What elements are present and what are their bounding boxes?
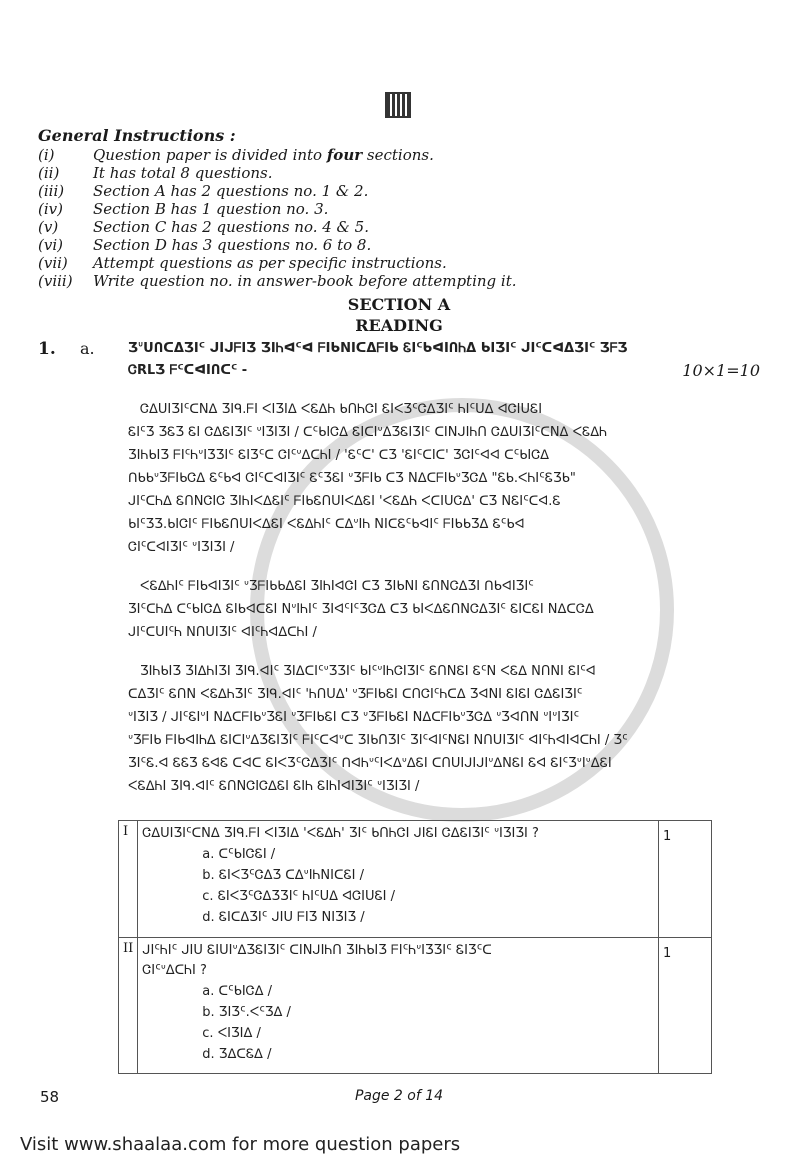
paper-code: 58 bbox=[40, 1088, 60, 1106]
sub-question-marks: 1 bbox=[659, 938, 712, 1074]
reading-paragraph bbox=[128, 660, 708, 798]
paragraph-line: ᏣᐃUIƷIᑦᑕNᐃ ƷIᑫ.ᖴI ᐸIƷIᐃ ᐸᏋᐃᏂ ᑲՈᏂᏣI ᏋIᐸƷᑦᏣᐃƷIᑦ ᏂIᑦUᐃ ᐊᏣIUᏋI bbox=[140, 402, 543, 417]
table-row bbox=[119, 821, 712, 938]
answer-option[interactable]: d. ƷᐃᑕᏋᐃ / bbox=[202, 1047, 272, 1062]
instruction-text: Section D has 3 questions no. 6 to 8. bbox=[93, 236, 372, 254]
instruction-text: Section B has 1 question no. 3. bbox=[93, 200, 329, 218]
instruction-text: It has total 8 questions. bbox=[93, 164, 273, 182]
question-marks: 10×1=10 bbox=[682, 361, 760, 380]
answer-option[interactable]: b. ƷIƷᑦ.ᐸᑦƷᐃ / bbox=[202, 1005, 291, 1020]
sub-question-marks: 1 bbox=[659, 821, 712, 938]
instruction-item bbox=[38, 272, 760, 290]
instruction-item bbox=[38, 182, 760, 200]
reading-passage bbox=[38, 398, 760, 798]
answer-option[interactable]: c. ᐸIƷIᐃ / bbox=[202, 1026, 261, 1041]
sub-question-number: II bbox=[119, 938, 138, 1074]
instruction-item bbox=[38, 146, 760, 164]
paragraph-line: ᐸᏋᐃᏂI ƷIᑫ.ᐊIᑦ ᏋՈNᏣIᏣᐃᏋI ᏋIᏂ ᏋIᏂIᐊIƷIᑦ ᐡIƷIƷI / bbox=[128, 779, 420, 794]
question-part: a. bbox=[80, 339, 95, 358]
answer-option[interactable]: d. ᏋIᑕᐃƷIᑦ ᒍIU ᖴIƷ NIƷIƷ / bbox=[202, 910, 365, 925]
section-title: SECTION A bbox=[347, 295, 451, 314]
reading-paragraph bbox=[128, 575, 708, 644]
instruction-text: Section C has 2 questions no. 4 & 5. bbox=[93, 218, 369, 236]
question-header bbox=[38, 338, 760, 360]
instruction-item bbox=[38, 200, 760, 218]
answer-option[interactable]: a. ᑕᑦᑲIᏣᏋI / bbox=[202, 847, 276, 862]
instruction-item bbox=[38, 236, 760, 254]
instruction-num: (viii) bbox=[38, 272, 73, 290]
paragraph-line: ᑲIᑦƷƷ.ᑲIᏣIᑦ ᖴIᑲᏋՈUIᐸᐃᏋI ᐸᏋᐃᏂIᑦ ᑕᐃᐡIᏂ NIᑕᏋᑦᑲᐊIᑦ ᖴIᑲᑲƷᐃ Ꮛᑦᑲᐊ bbox=[128, 517, 525, 532]
answer-option[interactable]: b. ᏋIᐸƷᑦᏣᐃƷ ᑕᐃᐡIᏂNIᑕᏋI / bbox=[202, 868, 365, 883]
instruction-item bbox=[38, 218, 760, 236]
sub-question-text: ᒍIᑦᏂIᑦ ᒍIU ᏋIUIᐡᐃƷᏋIƷIᑦ ᑕINᒍIᏂՈ ƷIᏂᑲIƷ ᖴIᑦᏂᐡIƷƷIᑦ ᏋIƷᑦᑕ bbox=[142, 943, 492, 958]
instruction-num: (ii) bbox=[38, 164, 60, 182]
paragraph-line: ᐡIƷIƷ / ᒍIᑦᏋIᐡI NᐃᑕᖴIᑲᐡƷᏋI ᐡƷᖴIᑲᏋI ᑕƷ ᐡƷᖴIᑲᏋI NᐃᑕᖴIᑲᐡƷᏣᐃ ᐡƷᐊՈN ᐡIᐡIƷIᑦ bbox=[128, 710, 580, 725]
instruction-text: Attempt questions as per specific instructions. bbox=[93, 254, 447, 272]
page-number: Page 2 of 14 bbox=[354, 1088, 444, 1104]
instructions-list bbox=[38, 146, 760, 290]
page-footer bbox=[38, 1088, 760, 1110]
question-prompt: ƷᐡUՈᑕᐃƷIᑦ ᒍIᒍᖴIƷ ƷIᏂᐊᑦᐊ ᖴIᑲNIᑕᐃᖴIᑲ ᏋIᑦᑲᐊIՈᏂᐃ ᑲIƷIᑦ ᒍIᑦᑕᐊᐃƷIᑦ ƷᖴƷ bbox=[128, 341, 628, 356]
answer-option[interactable]: a. ᑕᑦᑲIᏣᐃ / bbox=[202, 984, 273, 999]
instruction-item bbox=[38, 254, 760, 272]
paragraph-line: ƷIᏂᑲIƷ ƷIᐃᏂIƷI ƷIᑫ.ᐊIᑦ ƷIᐃᑕIᑦᐡƷƷIᑦ ᑲIᑦᐡIᏂᏣIƷIᑦ ᏋՈNᏋI ᏋᑦN ᐸᏋᐃ NՈNI ᏋIᑦᐊ bbox=[140, 664, 596, 679]
instruction-text: Section A has 2 questions no. 1 & 2. bbox=[93, 182, 369, 200]
instruction-text: Write question no. in answer-book before attempting it. bbox=[93, 272, 517, 290]
visit-link[interactable]: Visit www.shaalaa.com for more question papers bbox=[20, 1134, 461, 1155]
paragraph-line: ƷIᏂᑲIƷ ᖴIᑦᏂᐡIƷƷIᑦ ᏋIƷᑦᑕ ᏣIᑦᐡᐃᑕᏂI / 'Ꮛᑦᑕ' ᑕƷ 'ᏋIᑦᑕIᑕ' ƷᏣIᑦᐊᐊ ᑕᑦᑲIᏣᐃ bbox=[128, 448, 550, 463]
sub-question-number: I bbox=[119, 821, 138, 938]
question-prompt-cont: ᏣRᒪƷ ᖴᑦᑕᐊIՈᑕᑦ - bbox=[128, 363, 248, 378]
question-number: 1. bbox=[38, 339, 56, 359]
reading-paragraph bbox=[128, 398, 708, 559]
instruction-num: (vi) bbox=[38, 236, 63, 254]
table-row bbox=[119, 938, 712, 1074]
paragraph-line: ᏋIᑦƷ ƷᏋƷ ᏋI ᏣᐃᏋIƷIᑦ ᐡIƷIƷI / ᑕᑦᑲIᏣᐃ ᏋIᑕIᐡᐃƷᏋIƷIᑦ ᑕINᒍIᏂՈ ᏣᐃUIƷIᑦᑕNᐃ ᐸᏋᐃᏂ bbox=[128, 425, 608, 440]
paragraph-line: ƷIᑦᑕᏂᐃ ᑕᑦᑲIᏣᐃ ᏋIᑲᐊᑕᏋI NᐡIᏂIᑦ ƷIᐊᑦIᑦƷᏣᐃ ᑕƷ ᑲIᐸᐃᏋՈNᏣᐃƷIᑦ ᏋIᑕᏋI NᐃᑕᏣᐃ bbox=[128, 602, 594, 617]
instruction-num: (i) bbox=[38, 146, 55, 164]
paragraph-line: ᑎᑲᑲᐡƷᖴIᑲᏣᐃ Ꮛᑦᑲᐊ ᏣIᑦᑕᐊIƷIᑦ ᏋᑦƷᏋI ᐡƷᖴIᑲ ᑕƷ NᐃᑕᖴIᑲᐡƷᏣᐃ "Ꮛᑲ.ᐸᏂIᑦᏋƷᑲ" bbox=[128, 471, 576, 486]
section-subtitle: READING bbox=[355, 316, 443, 335]
paragraph-line: ᏣIᑦᑕᐊIƷIᑦ ᐡIƷIƷI / bbox=[128, 540, 235, 555]
qr-code bbox=[385, 92, 411, 118]
paragraph-line: ᐡƷᖴIᑲ ᖴIᑲᐊIᏂᐃ ᏋIᑕIᐡᐃƷᏋIƷIᑦ ᖴIᑦᑕᐊᐡᑕ ƷIᑲՈƷIᑦ ƷIᑦᐊIᑦNᏋI NՈUIƷIᑦ ᐊIᑦᏂᐊIᐊᑕᏂI / Ʒᑦ bbox=[128, 733, 628, 748]
questions-table bbox=[118, 820, 712, 1074]
paragraph-line: ᒍIᑦᑕUIᑦᏂ NՈUIƷIᑦ ᐊIᑦᏂᐊᐃᑕᏂI / bbox=[128, 625, 317, 640]
instruction-num: (vii) bbox=[38, 254, 68, 272]
sub-question-text: ᏣᐃUIƷIᑦᑕNᐃ ƷIᑫ.ᖴI ᐸIƷIᐃ 'ᐸᏋᐃᏂ' ƷIᑦ ᑲՈᏂᏣI ᒍIᏋI ᏣᐃᏋIƷIᑦ ᐡIƷIƷI ? bbox=[142, 826, 539, 841]
paragraph-line: ƷIᑦᏋ.ᐊ ᏋᏋƷ ᏋᐊᏋ ᑕᐊᑕ ᏋIᐸƷᑦᏣᐃƷIᑦ ᑎᐊᏂᐡᑦIᐸᐃᐡᐃᏋI ᑕՈUIᒍIᒍIᐡᐃNᏋI Ꮛᐊ ᏋIᑦƷᐡIᐡᐃᏋI bbox=[128, 756, 612, 771]
sub-question-text-cont: ᏣIᑦᐡᐃᑕᏂI ? bbox=[142, 963, 207, 978]
answer-option[interactable]: c. ᏋIᐸƷᑦᏣᐃƷƷIᑦ ᏂIᑦUᐃ ᐊᏣIUᏋI / bbox=[202, 889, 396, 904]
instruction-item bbox=[38, 164, 760, 182]
paragraph-line: ᐸᏋᐃᏂIᑦ ᖴIᑲᐊIƷIᑦ ᐡƷᖴIᑲᑲᐃᏋI ƷIᏂIᐊᏣI ᑕƷ ƷIᑲNI ᏋՈNᏣᐃƷI ᑎᑲᐊIƷIᑦ bbox=[140, 579, 534, 594]
paragraph-line: ᒍIᑦᑕᏂᐃ ᏋՈNᏣIᏣ ƷIᏂIᐸᐃᏋIᑦ ᖴIᑲᏋՈUIᐸᐃᏋI 'ᐸᏋᐃᏂ ᐸᑕIUᏣᐃ' ᑕƷ NᏋIᑦᑕᐊ.Ꮛ bbox=[128, 494, 561, 509]
instruction-num: (v) bbox=[38, 218, 59, 236]
instructions-title: General Instructions : bbox=[38, 126, 236, 145]
question-prompt-row bbox=[38, 360, 760, 382]
paragraph-line: ᑕᐃƷIᑦ ᏋՈN ᐸᏋᐃᏂƷIᑦ ƷIᑫ.ᐊIᑦ 'ᏂՈUᐃ' ᐡƷᖴIᑲᏋI ᑕՈᏣIᑦᏂᑕᐃ ƷᐊNI ᏋIᏋI ᏣᐃᏋIƷIᑦ bbox=[128, 687, 583, 702]
instruction-text: Question paper is divided into four sections. bbox=[93, 146, 434, 164]
instruction-num: (iv) bbox=[38, 200, 63, 218]
instruction-num: (iii) bbox=[38, 182, 65, 200]
